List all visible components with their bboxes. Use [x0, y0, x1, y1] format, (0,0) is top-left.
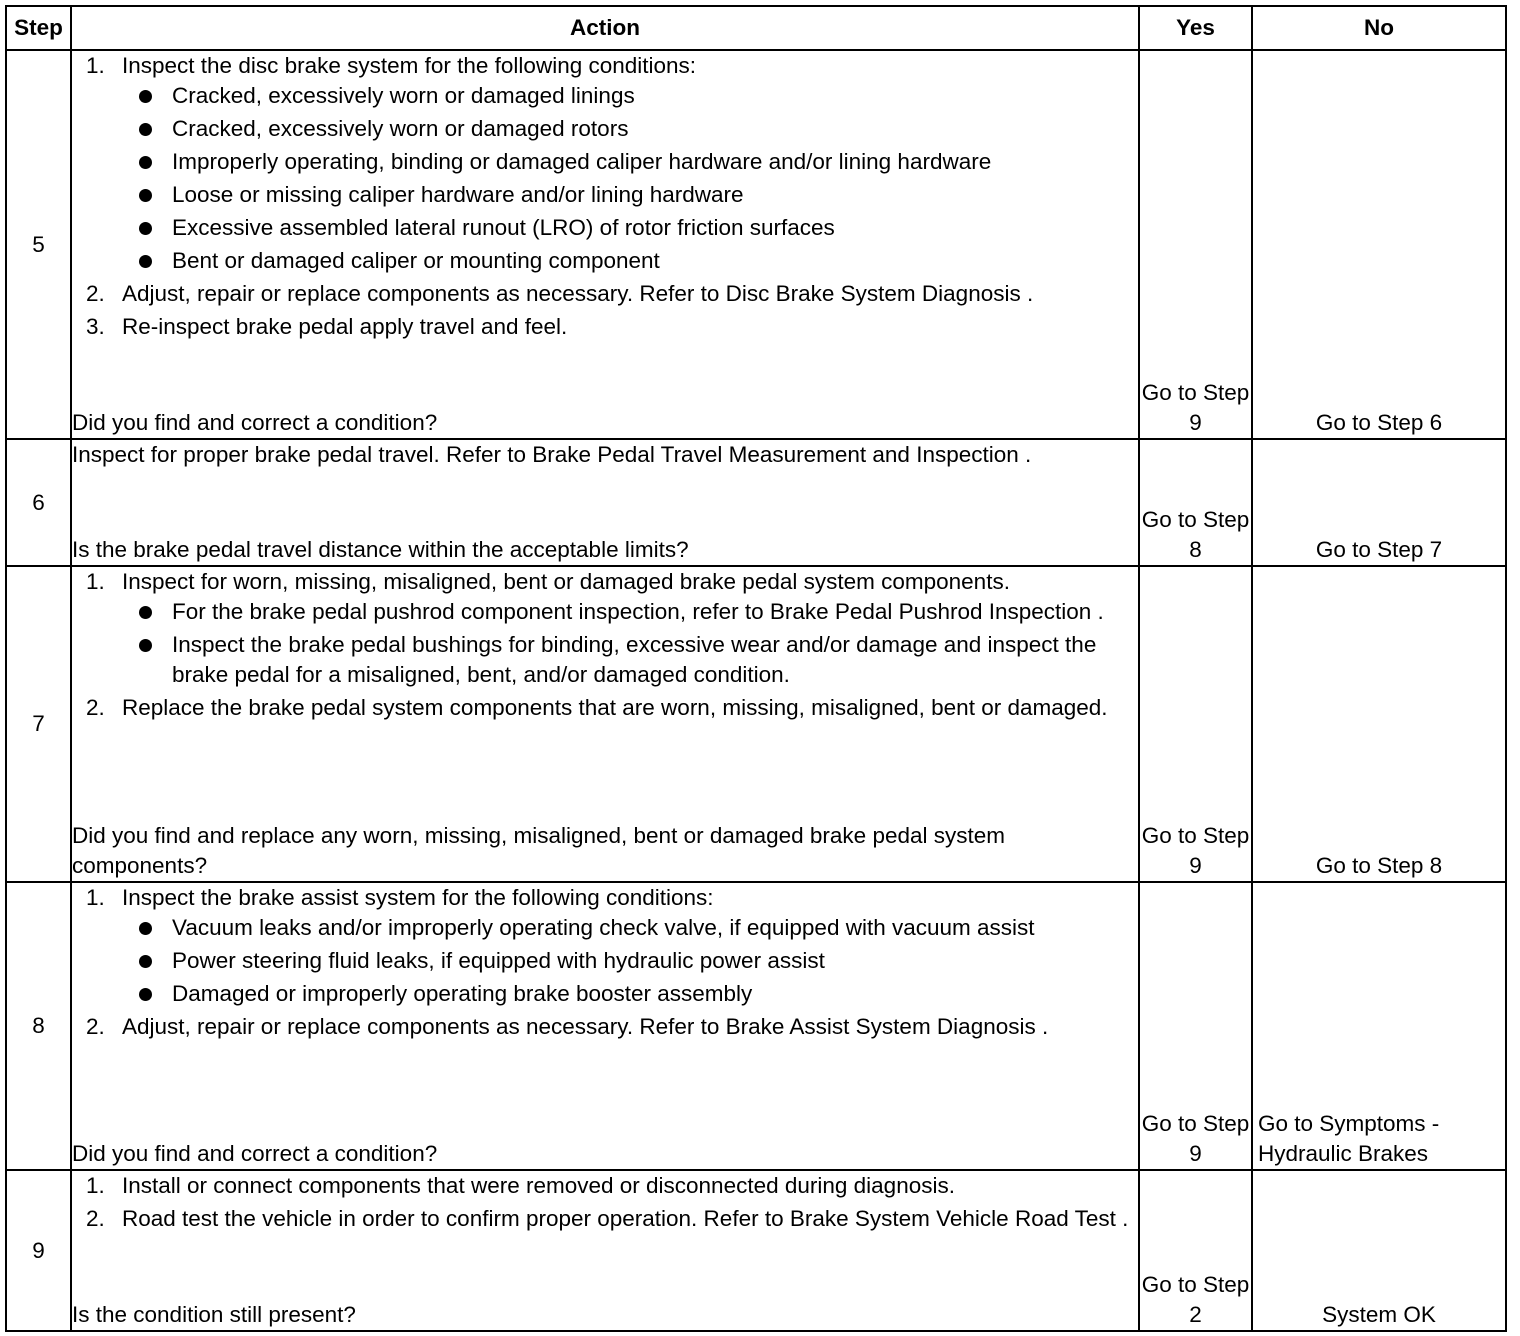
bullet-item: Power steering fluid leaks, if equipped with hydraulic power assist: [122, 946, 1138, 976]
item-text: Inspect the brake assist system for the following conditions:: [122, 885, 714, 910]
no-cell: Go to Symptoms - Hydraulic Brakes: [1252, 882, 1506, 1170]
action-paragraph: Inspect for proper brake pedal travel. Refer to Brake Pedal Travel Measurement and Inspection .: [72, 442, 1032, 467]
item-text: Install or connect components that were removed or disconnected during diagnosis.: [122, 1173, 955, 1198]
bullet-item: Bent or damaged caliper or mounting component: [122, 246, 1138, 276]
question-text: Did you find and correct a condition?: [72, 410, 438, 435]
bullet-item: For the brake pedal pushrod component inspection, refer to Brake Pedal Pushrod Inspection .: [122, 597, 1138, 627]
numbered-item: [72, 279, 1138, 309]
item-number: 2.: [86, 281, 105, 306]
bullet-item: Damaged or improperly operating brake booster assembly: [122, 979, 1138, 1009]
header-action: Action: [71, 6, 1139, 50]
step-number: 6: [6, 439, 71, 566]
bullet-item: Improperly operating, binding or damaged caliper hardware and/or lining hardware: [122, 147, 1138, 177]
question-text: Is the brake pedal travel distance within the acceptable limits?: [72, 537, 689, 562]
action-cell: [71, 882, 1139, 1170]
item-number: 1.: [86, 569, 105, 594]
yes-cell: Go to Step 9: [1139, 566, 1252, 882]
no-cell: System OK: [1252, 1170, 1506, 1331]
item-number: 2.: [86, 1014, 105, 1039]
yes-cell: Go to Step 9: [1139, 50, 1252, 439]
item-number: 2.: [86, 695, 105, 720]
bullet-item: Vacuum leaks and/or improperly operating check valve, if equipped with vacuum assist: [122, 913, 1138, 943]
item-text: Road test the vehicle in order to confirm proper operation. Refer to Brake System Vehicle Road Test .: [122, 1206, 1129, 1231]
bullet-item: Cracked, excessively worn or damaged rotors: [122, 114, 1138, 144]
item-number: 1.: [86, 1173, 105, 1198]
item-text: Adjust, repair or replace components as necessary. Refer to Brake Assist System Diagnosis .: [122, 1014, 1049, 1039]
header-step: Step: [6, 6, 71, 50]
numbered-item: [72, 1204, 1138, 1234]
table-row: [6, 882, 1506, 1170]
no-cell: Go to Step 6: [1252, 50, 1506, 439]
bullet-item: Cracked, excessively worn or damaged linings: [122, 81, 1138, 111]
question-text: Did you find and replace any worn, missing, misaligned, bent or damaged brake pedal system components?: [72, 823, 1006, 878]
item-number: 1.: [86, 53, 105, 78]
table-row: [6, 566, 1506, 882]
step-number: 9: [6, 1170, 71, 1331]
item-number: 2.: [86, 1206, 105, 1231]
table-row: [6, 1170, 1506, 1331]
yes-cell: Go to Step 9: [1139, 882, 1252, 1170]
step-number: 7: [6, 566, 71, 882]
diagnostic-table: [5, 5, 1507, 1332]
table-row: [6, 50, 1506, 439]
bullet-item: Loose or missing caliper hardware and/or lining hardware: [122, 180, 1138, 210]
numbered-item: [72, 693, 1138, 723]
action-cell: [71, 566, 1139, 882]
action-cell: [71, 50, 1139, 439]
item-text: Adjust, repair or replace components as necessary. Refer to Disc Brake System Diagnosis .: [122, 281, 1034, 306]
numbered-item: [72, 567, 1138, 690]
numbered-item: [72, 883, 1138, 1009]
bullet-item: Excessive assembled lateral runout (LRO) of rotor friction surfaces: [122, 213, 1138, 243]
item-text: Inspect for worn, missing, misaligned, bent or damaged brake pedal system components.: [122, 569, 1010, 594]
header-row: [6, 6, 1506, 50]
header-no: No: [1252, 6, 1506, 50]
item-number: 1.: [86, 885, 105, 910]
yes-cell: Go to Step 8: [1139, 439, 1252, 566]
item-number: 3.: [86, 314, 105, 339]
yes-cell: Go to Step 2: [1139, 1170, 1252, 1331]
action-cell: [71, 439, 1139, 566]
step-number: 5: [6, 50, 71, 439]
numbered-item: [72, 51, 1138, 276]
question-text: Is the condition still present?: [72, 1302, 356, 1327]
action-cell: [71, 1170, 1139, 1331]
numbered-item: [72, 312, 1138, 342]
table-row: [6, 439, 1506, 566]
no-cell: Go to Step 8: [1252, 566, 1506, 882]
header-yes: Yes: [1139, 6, 1252, 50]
step-number: 8: [6, 882, 71, 1170]
numbered-item: [72, 1171, 1138, 1201]
numbered-item: [72, 1012, 1138, 1042]
item-text: Replace the brake pedal system components that are worn, missing, misaligned, bent or damaged.: [122, 695, 1108, 720]
bullet-item: Inspect the brake pedal bushings for binding, excessive wear and/or damage and inspect the brake pedal for a misaligned, bent, and/or damaged condition.: [122, 630, 1138, 690]
item-text: Inspect the disc brake system for the following conditions:: [122, 53, 697, 78]
no-cell: Go to Step 7: [1252, 439, 1506, 566]
item-text: Re-inspect brake pedal apply travel and feel.: [122, 314, 568, 339]
question-text: Did you find and correct a condition?: [72, 1141, 438, 1166]
